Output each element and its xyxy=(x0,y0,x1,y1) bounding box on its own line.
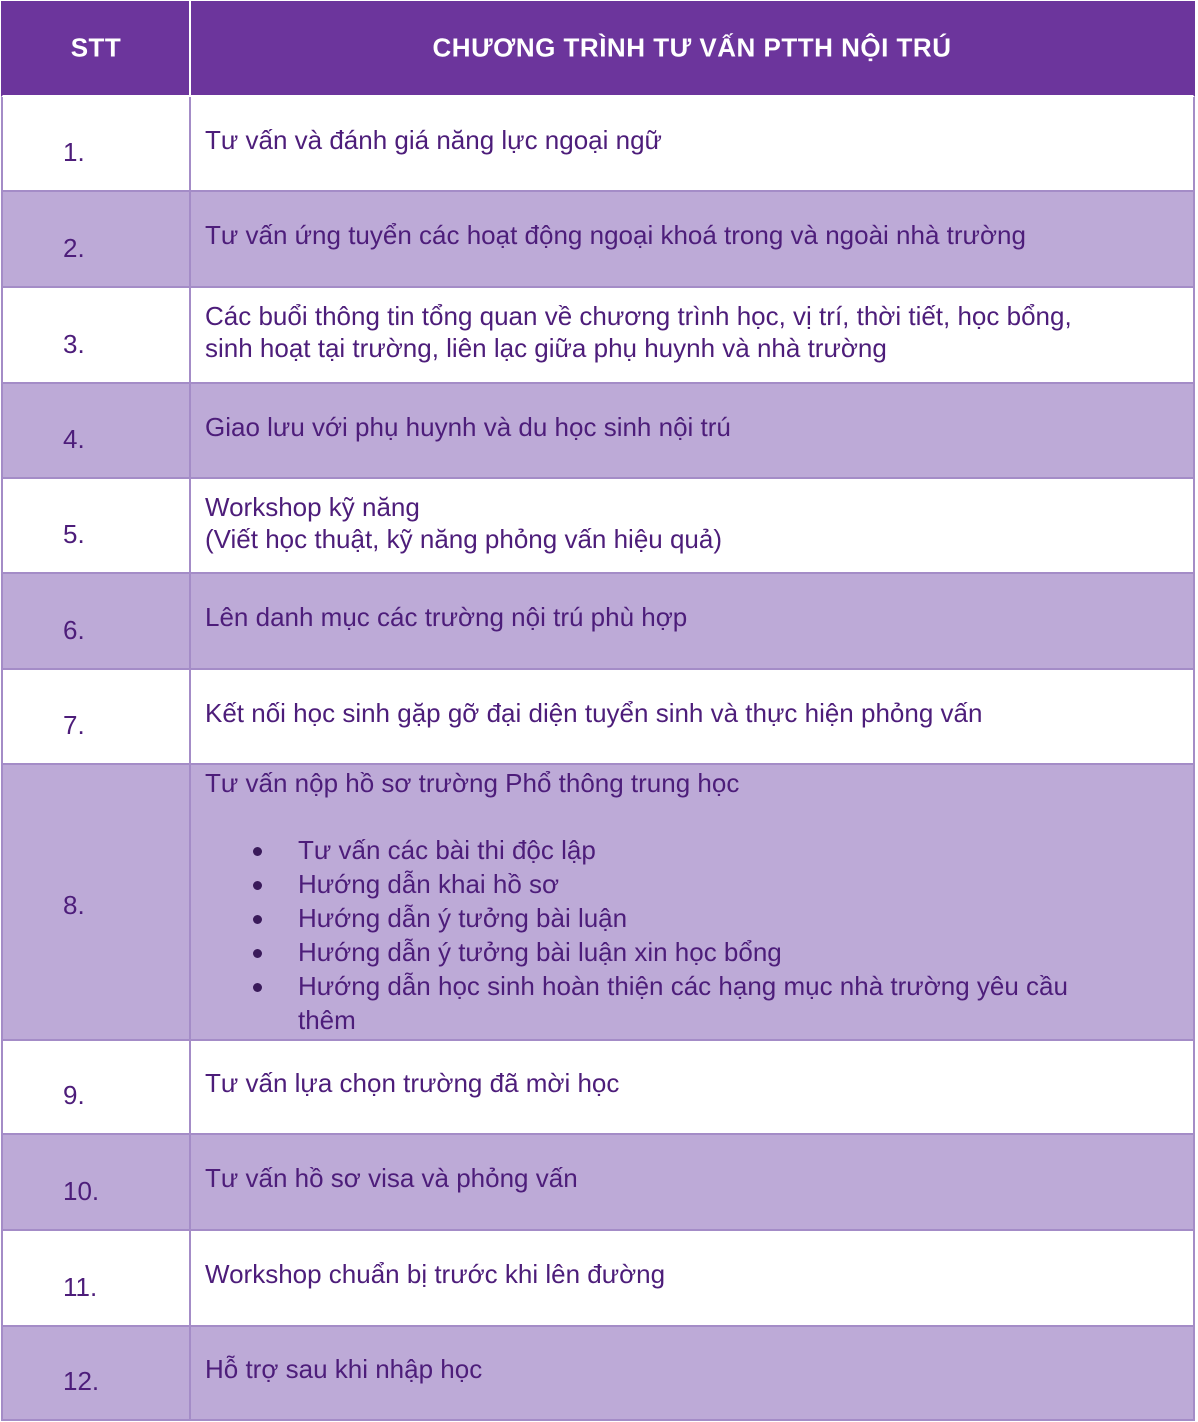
stt-cell xyxy=(1,1041,191,1135)
table-row xyxy=(1,1041,1195,1135)
row-text-line: Tư vấn và đánh giá năng lực ngoại ngữ xyxy=(205,124,662,155)
table-header-row xyxy=(1,1,1195,97)
program-table xyxy=(1,1,1195,1421)
program-cell xyxy=(191,574,1195,670)
row-number: 4. xyxy=(63,424,85,454)
table-row xyxy=(1,1327,1195,1421)
row-text-line: Tư vấn ứng tuyển các hoạt động ngoại khoá trong và ngoài nhà trường xyxy=(205,220,1026,251)
bullet-icon xyxy=(253,881,262,890)
row-text xyxy=(205,411,1173,443)
stt-cell xyxy=(1,288,191,384)
program-cell xyxy=(191,479,1195,574)
program-cell xyxy=(191,670,1195,765)
list-item xyxy=(205,867,1173,901)
list-item-text: thêm xyxy=(298,1005,356,1035)
row-number: 2. xyxy=(63,233,85,263)
table-row xyxy=(1,1135,1195,1231)
row-text-line: Giao lưu với phụ huynh và du học sinh nội trú xyxy=(205,411,731,442)
stt-cell xyxy=(1,670,191,765)
row-text-line: Kết nối học sinh gặp gỡ đại diện tuyển sinh và thực hiện phỏng vấn xyxy=(205,697,983,728)
table-row xyxy=(1,1231,1195,1327)
row-text-line: Tư vấn nộp hồ sơ trường Phổ thông trung học xyxy=(205,768,740,798)
table-row xyxy=(1,192,1195,288)
row-text-line: Tư vấn lựa chọn trường đã mời học xyxy=(205,1068,620,1099)
list-item-text: Hướng dẫn ý tưởng bài luận xyxy=(298,903,628,933)
row-text xyxy=(205,1162,1173,1194)
header-program-label: CHƯƠNG TRÌNH TƯ VẤN PTTH NỘI TRÚ xyxy=(432,32,952,63)
program-cell xyxy=(191,1231,1195,1327)
row-text xyxy=(205,1258,1173,1290)
table-row xyxy=(1,479,1195,574)
program-cell xyxy=(191,97,1195,192)
row-text xyxy=(205,219,1173,251)
row-number: 9. xyxy=(63,1080,85,1110)
row-number: 11. xyxy=(63,1272,98,1302)
row-text-line: (Viết học thuật, kỹ năng phỏng vấn hiệu quả) xyxy=(205,523,723,554)
stt-cell xyxy=(1,574,191,670)
header-cell-program xyxy=(191,1,1195,97)
row-text-line: Lên danh mục các trường nội trú phù hợp xyxy=(205,602,688,633)
list-item-text: Hướng dẫn ý tưởng bài luận xin học bổng xyxy=(298,937,782,967)
row-number: 5. xyxy=(63,519,85,549)
row-text xyxy=(205,601,1173,633)
table-row xyxy=(1,574,1195,670)
bullet-list xyxy=(205,833,1173,1037)
stt-cell xyxy=(1,97,191,192)
row-number: 1. xyxy=(63,137,85,167)
row-number: 12. xyxy=(63,1366,100,1396)
program-cell xyxy=(191,384,1195,479)
row-number: 7. xyxy=(63,710,85,740)
stt-cell xyxy=(1,1231,191,1327)
header-cell-stt xyxy=(1,1,191,97)
list-item-continuation xyxy=(205,1003,1173,1037)
bullet-icon xyxy=(253,915,262,924)
header-stt-label: STT xyxy=(70,32,122,63)
stt-cell xyxy=(1,479,191,574)
row-text xyxy=(205,1067,1173,1099)
program-cell xyxy=(191,1327,1195,1421)
table-row xyxy=(1,288,1195,384)
row-number: 6. xyxy=(63,615,85,645)
list-item xyxy=(205,935,1173,969)
table-row xyxy=(1,670,1195,765)
row-text-line: Workshop chuẩn bị trước khi lên đường xyxy=(205,1259,666,1290)
list-item xyxy=(205,969,1173,1003)
table-row xyxy=(1,765,1195,1041)
row-number: 8. xyxy=(63,890,85,920)
row-text xyxy=(205,300,1173,364)
row-number: 3. xyxy=(63,329,85,359)
bullet-icon xyxy=(253,983,262,992)
table-row xyxy=(1,384,1195,479)
stt-cell xyxy=(1,765,191,1041)
program-cell xyxy=(191,192,1195,288)
list-item xyxy=(205,833,1173,867)
stt-cell xyxy=(1,384,191,479)
row-text xyxy=(205,1353,1173,1385)
table-row xyxy=(1,97,1195,192)
program-cell xyxy=(191,1135,1195,1231)
bullet-icon xyxy=(253,847,262,856)
row-text xyxy=(205,767,1173,1037)
row-number: 10. xyxy=(63,1176,100,1206)
program-cell xyxy=(191,288,1195,384)
row-text xyxy=(205,490,1173,554)
stt-cell xyxy=(1,1135,191,1231)
list-item-text: Hướng dẫn học sinh hoàn thiện các hạng mục nhà trường yêu cầu xyxy=(298,971,1068,1001)
row-text-line: sinh hoạt tại trường, liên lạc giữa phụ huynh và nhà trường xyxy=(205,332,887,363)
bullet-icon xyxy=(253,949,262,958)
stt-cell xyxy=(1,192,191,288)
list-item-text: Hướng dẫn khai hồ sơ xyxy=(298,869,560,899)
list-item xyxy=(205,901,1173,935)
row-text-line: Tư vấn hồ sơ visa và phỏng vấn xyxy=(205,1163,578,1194)
row-text-line: Hỗ trợ sau khi nhập học xyxy=(205,1354,483,1385)
row-text xyxy=(205,124,1173,156)
row-text xyxy=(205,697,1173,729)
row-text-line: Workshop kỹ năng xyxy=(205,491,420,522)
program-cell xyxy=(191,765,1195,1041)
list-item-text: Tư vấn các bài thi độc lập xyxy=(298,835,596,865)
program-cell xyxy=(191,1041,1195,1135)
row-text-line: Các buổi thông tin tổng quan về chương trình học, vị trí, thời tiết, học bổng, xyxy=(205,300,1072,331)
stt-cell xyxy=(1,1327,191,1421)
